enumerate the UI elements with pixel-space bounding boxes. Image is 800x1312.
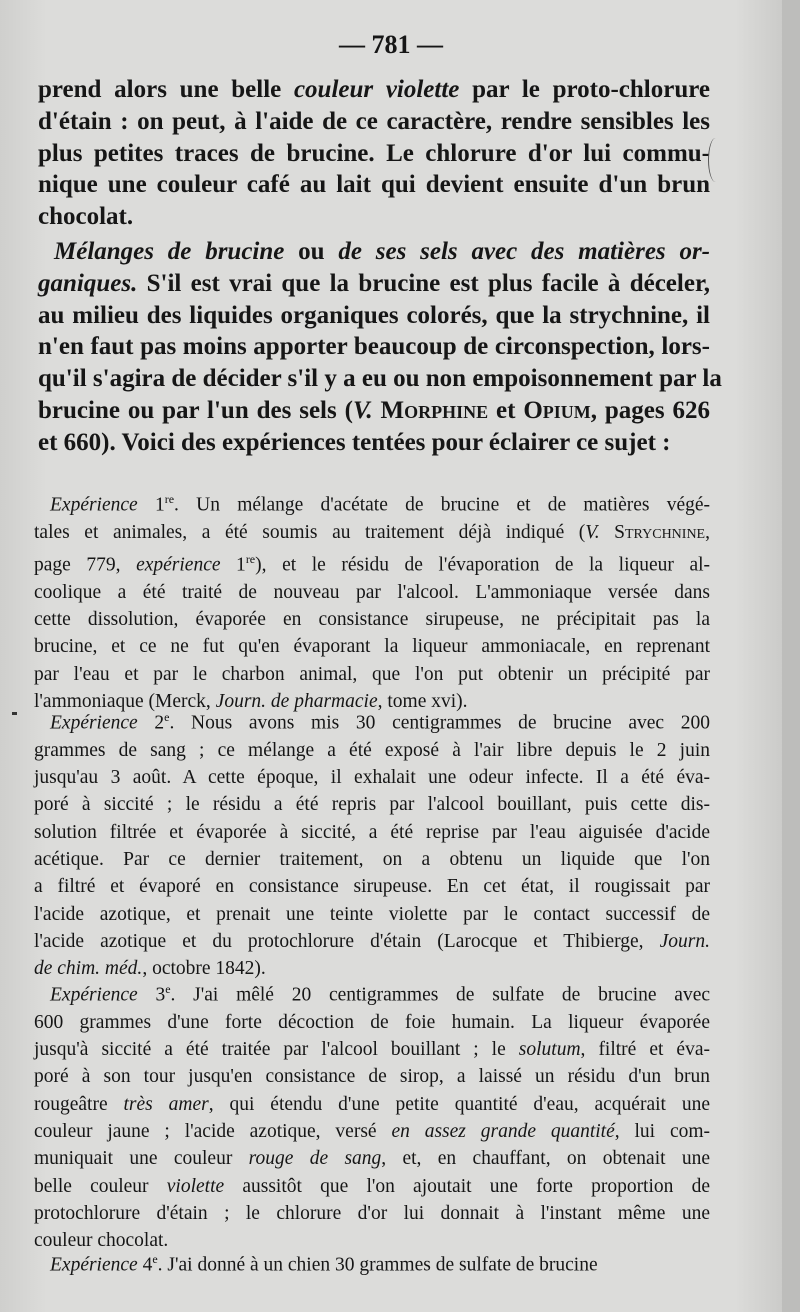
text-line: l'acide azotique et du protochlorure d'étain (Larocque et Thibierge, Journ. <box>34 930 710 952</box>
text-line: rougeâtre très amer, qui étendu d'une petite quantité d'eau, acquérait une <box>34 1093 710 1115</box>
text-line: plus petites traces de brucine. Le chlorure d'or lui commu- <box>38 139 710 167</box>
text-line: Mélanges de brucine ou de ses sels avec des matières or- <box>54 238 710 265</box>
text-line: jusqu'à siccité a été traitée par l'alcool bouillant ; le solutum, filtré et éva- <box>34 1039 710 1061</box>
text-line: grammes de sang ; ce mélange a été exposé à l'air libre depuis le 2 juin <box>34 739 710 761</box>
text-line: l'ammoniaque (Merck, Journ. de pharmacie, tome xvi). <box>34 691 468 713</box>
experience-2 <box>34 704 710 982</box>
text-line: poré à son tour jusqu'en consistance de sirop, a laissé un résidu d'un brun <box>34 1066 710 1088</box>
text-line: coolique a été traité de nouveau par l'alcool. L'ammoniaque versée dans <box>34 581 710 603</box>
page-number: — 781 — <box>339 30 443 59</box>
text-line: cette dissolution, évaporée en consistance sirupeuse, ne précipitait pas la <box>34 609 710 631</box>
text-line: qu'il s'agira de décider s'il y a eu ou non empoisonnement par la <box>38 365 722 393</box>
text-line: prend alors une belle couleur violette par le proto-chlorure <box>38 76 710 103</box>
text-line: l'acide azotique, et prenait une teinte violette par le contact successif de <box>34 903 710 925</box>
text-line: brucine ou par l'un des sels (V. Morphine et Opium, pages 626 <box>38 396 711 424</box>
text-line: par l'eau et par le charbon animal, que l'on put obtenir un précipité par <box>34 663 710 685</box>
text-line: poré à siccité ; le résidu a été repris par l'alcool bouillant, puis cette dis- <box>34 794 710 816</box>
text-line: acétique. Par ce dernier traitement, on a obtenu un liquide que l'on <box>34 848 710 870</box>
text-line: page 779, expérience 1re), et le résidu de l'évaporation de la liqueur al- <box>34 552 711 576</box>
margin-bracket <box>708 138 723 182</box>
text-line: brucine, et ce ne fut qu'en évaporant la liqueur ammoniacale, en reprenant <box>34 636 710 658</box>
text-line: au milieu des liquides organiques colorés, que la strychnine, il <box>38 301 710 329</box>
text-line: d'étain : on peut, à l'aide de ce caractère, rendre sensibles les <box>38 107 710 135</box>
text-line: belle couleur violette aussitôt que l'on ajoutait une forte proportion de <box>34 1175 710 1197</box>
text-line: n'en faut pas moins apporter beaucoup de circonspection, lors- <box>38 333 710 361</box>
margin-mark <box>12 712 17 715</box>
text-line: couleur jaune ; l'acide azotique, versé en assez grande quantité, lui com- <box>34 1120 711 1142</box>
page-edge <box>782 0 800 1312</box>
text-line: a filtré et évaporé en consistance sirupeuse. En cet état, il rougissait par <box>34 876 710 898</box>
text-line: jusqu'au 3 août. A cette époque, il exhalait une odeur infecte. Il a été éva- <box>34 767 710 789</box>
text-line: Expérience 4e. J'ai donné à un chien 30 grammes de sulfate de brucine <box>50 1252 598 1276</box>
text-line: ganiques. S'il est vrai que la brucine est plus facile à déceler, <box>38 269 710 297</box>
text-line: solution filtrée et évaporée à siccité, a été reprise par l'eau aiguisée d'acide <box>34 821 710 843</box>
text-line: de chim. méd., octobre 1842). <box>34 958 266 980</box>
text-line: Expérience 3e. J'ai mêlé 20 centigrammes de sulfate de brucine avec <box>50 982 711 1006</box>
text-line: tales et animales, a été soumis au traitement déjà indiqué (V. Strychnine, <box>34 521 710 543</box>
text-line: et 660). Voici des expériences tentées pour éclairer ce sujet : <box>38 428 671 456</box>
text-line: nique une couleur café au lait qui devient ensuite d'un brun <box>38 171 710 199</box>
text-line: chocolat. <box>38 203 134 231</box>
experience-3 <box>34 976 710 1254</box>
text-line: 600 grammes d'une forte décoction de foie humain. La liqueur évaporée <box>34 1011 710 1033</box>
text-line: couleur chocolat. <box>34 1230 169 1252</box>
text-line: protochlorure d'étain ; le chlorure d'or lui donnait à l'instant même une <box>34 1202 710 1224</box>
experience-1 <box>34 486 710 715</box>
text-line: Expérience 1re. Un mélange d'acétate de brucine et de matières végé- <box>50 492 711 516</box>
melanges-paragraph <box>38 236 722 459</box>
text-line: muniquait une couleur rouge de sang, et, en chauffant, on obtenait une <box>34 1148 710 1170</box>
experience-4 <box>34 1246 710 1279</box>
text-line: Expérience 2e. Nous avons mis 30 centigrammes de brucine avec 200 <box>50 710 711 734</box>
intro-paragraph <box>38 74 710 233</box>
